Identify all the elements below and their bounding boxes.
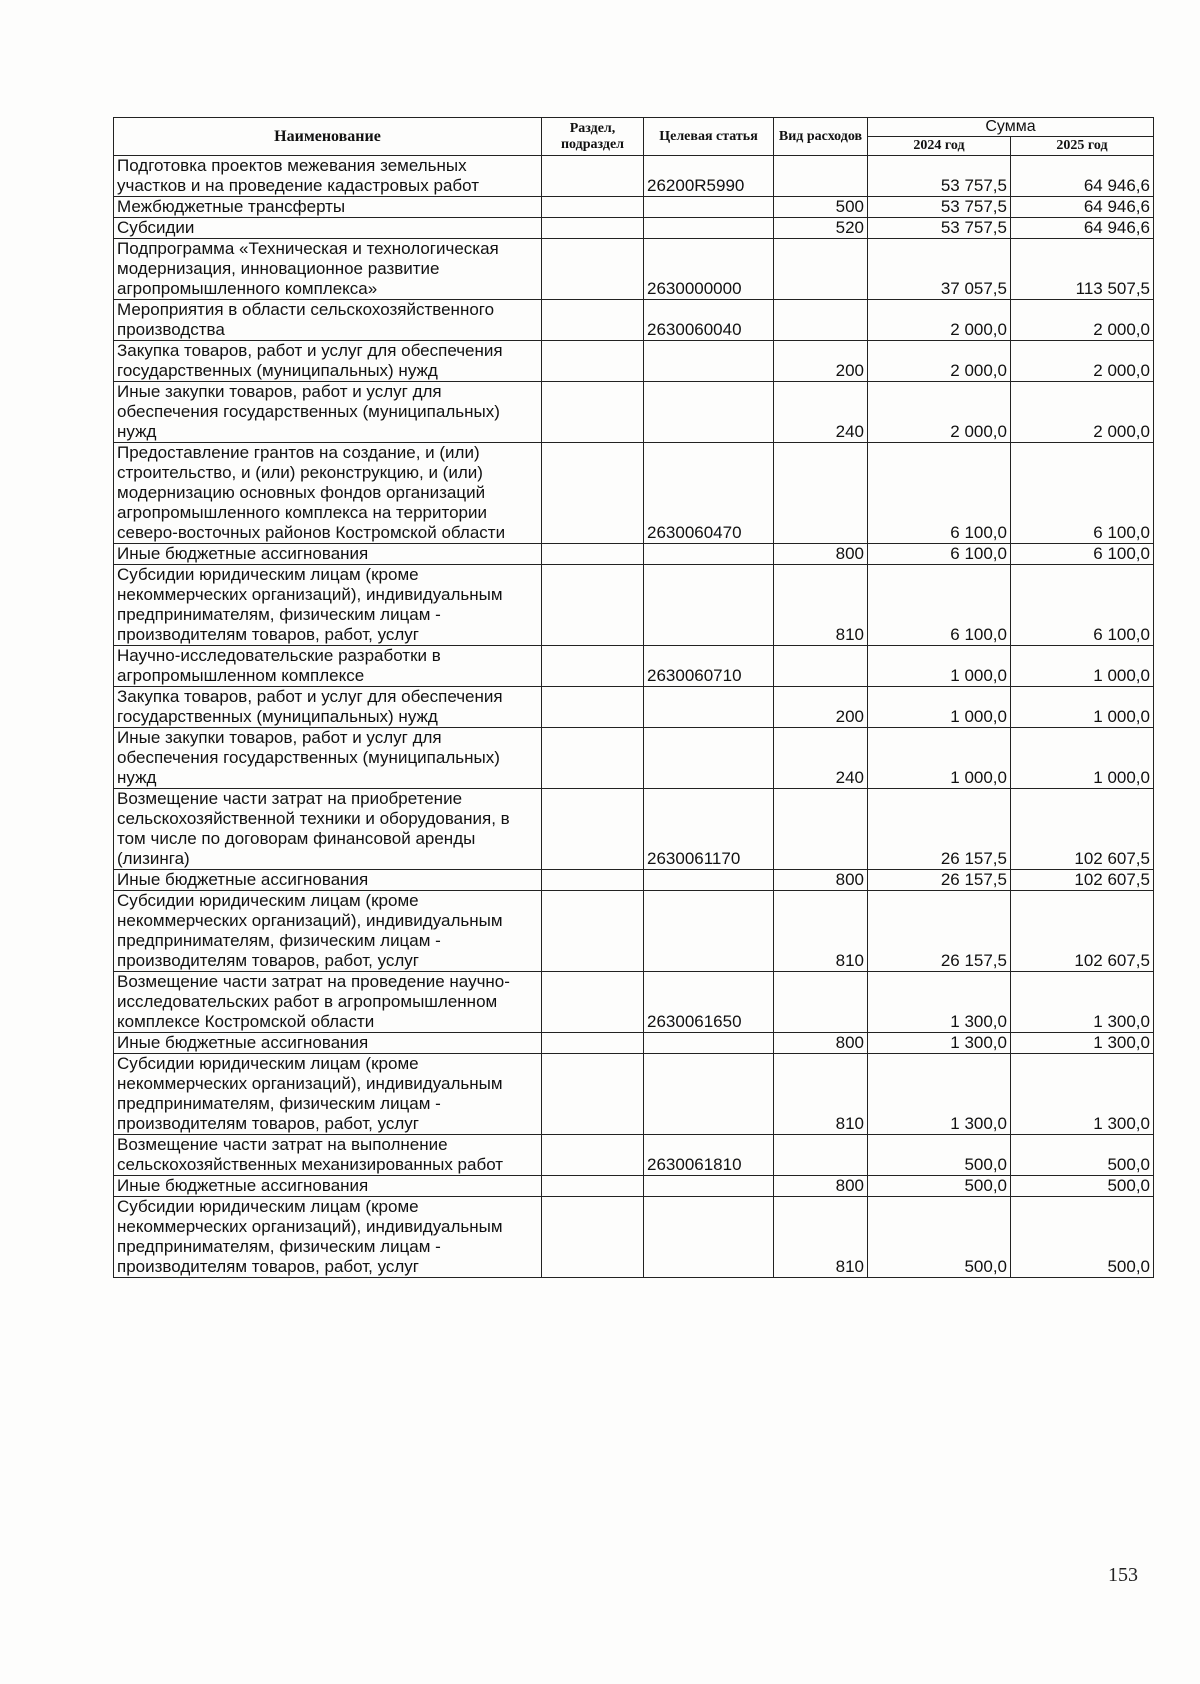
header-summa: Сумма (868, 118, 1154, 137)
cell-2024: 1 300,0 (868, 1054, 1011, 1135)
cell-code: 26200R5990 (644, 156, 774, 197)
cell-razdel (542, 789, 644, 870)
table-row (114, 300, 1154, 341)
header-razdel: Раздел, подраздел (542, 118, 644, 156)
cell-razdel (542, 1054, 644, 1135)
cell-2025: 1 300,0 (1011, 1033, 1154, 1054)
cell-vid (774, 239, 868, 300)
cell-2024: 26 157,5 (868, 789, 1011, 870)
cell-2025: 102 607,5 (1011, 870, 1154, 891)
cell-vid (774, 300, 868, 341)
cell-vid: 200 (774, 341, 868, 382)
cell-2024: 1 300,0 (868, 972, 1011, 1033)
cell-2025: 500,0 (1011, 1135, 1154, 1176)
cell-2024: 53 757,5 (868, 218, 1011, 239)
cell-code: 2630060710 (644, 646, 774, 687)
cell-razdel (542, 1197, 644, 1278)
cell-razdel (542, 544, 644, 565)
table-row (114, 544, 1154, 565)
cell-name: Субсидии (114, 218, 542, 239)
cell-code (644, 197, 774, 218)
header-vid: Вид расходов (774, 118, 868, 156)
cell-vid: 240 (774, 728, 868, 789)
cell-2025: 500,0 (1011, 1197, 1154, 1278)
cell-name: Иные закупки товаров, работ и услуг для обеспечения государственных (муниципальных) нужд (114, 728, 542, 789)
cell-2025: 1 000,0 (1011, 728, 1154, 789)
table-row (114, 1176, 1154, 1197)
cell-2025: 113 507,5 (1011, 239, 1154, 300)
table-row (114, 1054, 1154, 1135)
cell-razdel (542, 972, 644, 1033)
cell-2024: 500,0 (868, 1176, 1011, 1197)
cell-razdel (542, 565, 644, 646)
table-row (114, 443, 1154, 544)
table-row (114, 1033, 1154, 1054)
table-row (114, 972, 1154, 1033)
header-tselevaya: Целевая статья (644, 118, 774, 156)
cell-2024: 1 300,0 (868, 1033, 1011, 1054)
table-row (114, 1197, 1154, 1278)
cell-2025: 2 000,0 (1011, 382, 1154, 443)
header-year-2024: 2024 год (868, 137, 1011, 156)
cell-code (644, 1197, 774, 1278)
cell-name: Возмещение части затрат на выполнение сельскохозяйственных механизированных работ (114, 1135, 542, 1176)
cell-code (644, 341, 774, 382)
cell-2025: 6 100,0 (1011, 565, 1154, 646)
table-row (114, 891, 1154, 972)
cell-name: Иные бюджетные ассигнования (114, 1176, 542, 1197)
table-row (114, 728, 1154, 789)
budget-table (113, 117, 1154, 1278)
cell-vid: 500 (774, 197, 868, 218)
table-row (114, 239, 1154, 300)
header-year-2025: 2025 год (1011, 137, 1154, 156)
cell-name: Предоставление грантов на создание, и (или) строительство, и (или) реконструкцию, и (или) модернизацию основных фондов организаций агропромышленного комплекса на территории северо-восточных районов Костромской области (114, 443, 542, 544)
cell-vid: 240 (774, 382, 868, 443)
cell-code (644, 544, 774, 565)
cell-vid (774, 1135, 868, 1176)
cell-name: Иные бюджетные ассигнования (114, 1033, 542, 1054)
cell-code (644, 382, 774, 443)
cell-code: 2630000000 (644, 239, 774, 300)
cell-2025: 6 100,0 (1011, 544, 1154, 565)
table-row (114, 197, 1154, 218)
cell-name: Подпрограмма «Техническая и технологическая модернизация, инновационное развитие агропромышленного комплекса» (114, 239, 542, 300)
table-row (114, 646, 1154, 687)
cell-razdel (542, 1176, 644, 1197)
cell-2025: 1 000,0 (1011, 646, 1154, 687)
cell-razdel (542, 1135, 644, 1176)
cell-code: 2630061810 (644, 1135, 774, 1176)
cell-2025: 102 607,5 (1011, 789, 1154, 870)
cell-name: Субсидии юридическим лицам (кроме некоммерческих организаций), индивидуальным предпринимателям, физическим лицам - производителям товаров, работ, услуг (114, 1054, 542, 1135)
cell-2025: 2 000,0 (1011, 300, 1154, 341)
cell-name: Возмещение части затрат на приобретение сельскохозяйственной техники и оборудования, в том числе по договорам финансовой аренды (лизинга) (114, 789, 542, 870)
table-row (114, 687, 1154, 728)
cell-razdel (542, 891, 644, 972)
cell-code: 2630060040 (644, 300, 774, 341)
cell-code (644, 1033, 774, 1054)
cell-razdel (542, 239, 644, 300)
cell-2025: 1 300,0 (1011, 972, 1154, 1033)
cell-vid: 800 (774, 544, 868, 565)
cell-vid: 810 (774, 1197, 868, 1278)
cell-vid (774, 443, 868, 544)
table-row (114, 870, 1154, 891)
page-number: 153 (1108, 1564, 1138, 1586)
cell-name: Закупка товаров, работ и услуг для обеспечения государственных (муниципальных) нужд (114, 687, 542, 728)
cell-2024: 6 100,0 (868, 544, 1011, 565)
cell-razdel (542, 646, 644, 687)
cell-vid (774, 789, 868, 870)
cell-razdel (542, 341, 644, 382)
cell-2025: 2 000,0 (1011, 341, 1154, 382)
cell-2025: 500,0 (1011, 1176, 1154, 1197)
cell-code (644, 687, 774, 728)
cell-vid: 200 (774, 687, 868, 728)
table-body (114, 156, 1154, 1278)
cell-2024: 26 157,5 (868, 891, 1011, 972)
cell-vid: 810 (774, 1054, 868, 1135)
cell-razdel (542, 156, 644, 197)
cell-2024: 53 757,5 (868, 156, 1011, 197)
table-header (114, 118, 1154, 156)
table-row (114, 341, 1154, 382)
cell-code: 2630060470 (644, 443, 774, 544)
cell-name: Иные бюджетные ассигнования (114, 870, 542, 891)
header-name: Наименование (114, 118, 542, 156)
cell-2024: 53 757,5 (868, 197, 1011, 218)
cell-name: Подготовка проектов межевания земельных участков и на проведение кадастровых работ (114, 156, 542, 197)
cell-2024: 37 057,5 (868, 239, 1011, 300)
cell-code (644, 728, 774, 789)
cell-vid (774, 156, 868, 197)
table-row (114, 789, 1154, 870)
cell-code (644, 1054, 774, 1135)
cell-2024: 500,0 (868, 1135, 1011, 1176)
cell-name: Закупка товаров, работ и услуг для обеспечения государственных (муниципальных) нужд (114, 341, 542, 382)
cell-razdel (542, 382, 644, 443)
table-row (114, 565, 1154, 646)
cell-code (644, 891, 774, 972)
cell-2025: 6 100,0 (1011, 443, 1154, 544)
cell-name: Возмещение части затрат на проведение научно-исследовательских работ в агропромышленном комплексе Костромской области (114, 972, 542, 1033)
cell-2024: 500,0 (868, 1197, 1011, 1278)
cell-2024: 6 100,0 (868, 443, 1011, 544)
cell-2024: 2 000,0 (868, 341, 1011, 382)
cell-name: Субсидии юридическим лицам (кроме некоммерческих организаций), индивидуальным предпринимателям, физическим лицам - производителям товаров, работ, услуг (114, 1197, 542, 1278)
cell-name: Научно-исследовательские разработки в агропромышленном комплексе (114, 646, 542, 687)
table-row (114, 156, 1154, 197)
cell-code (644, 565, 774, 646)
cell-2025: 64 946,6 (1011, 156, 1154, 197)
cell-vid: 810 (774, 891, 868, 972)
cell-2024: 1 000,0 (868, 646, 1011, 687)
cell-2024: 2 000,0 (868, 382, 1011, 443)
cell-vid: 800 (774, 870, 868, 891)
cell-code (644, 218, 774, 239)
cell-2024: 2 000,0 (868, 300, 1011, 341)
cell-name: Иные бюджетные ассигнования (114, 544, 542, 565)
table-row (114, 382, 1154, 443)
cell-2024: 1 000,0 (868, 728, 1011, 789)
cell-vid: 800 (774, 1033, 868, 1054)
cell-2025: 1 300,0 (1011, 1054, 1154, 1135)
cell-code: 2630061650 (644, 972, 774, 1033)
cell-name: Межбюджетные трансферты (114, 197, 542, 218)
cell-2024: 26 157,5 (868, 870, 1011, 891)
cell-razdel (542, 1033, 644, 1054)
cell-code (644, 870, 774, 891)
cell-name: Субсидии юридическим лицам (кроме некоммерческих организаций), индивидуальным предпринимателям, физическим лицам - производителям товаров, работ, услуг (114, 565, 542, 646)
cell-2024: 1 000,0 (868, 687, 1011, 728)
cell-2025: 1 000,0 (1011, 687, 1154, 728)
table-row (114, 218, 1154, 239)
cell-name: Мероприятия в области сельскохозяйственного производства (114, 300, 542, 341)
cell-2025: 64 946,6 (1011, 197, 1154, 218)
cell-razdel (542, 728, 644, 789)
cell-razdel (542, 218, 644, 239)
table-row (114, 1135, 1154, 1176)
cell-razdel (542, 443, 644, 544)
cell-vid (774, 646, 868, 687)
cell-2025: 64 946,6 (1011, 218, 1154, 239)
cell-name: Иные закупки товаров, работ и услуг для обеспечения государственных (муниципальных) нужд (114, 382, 542, 443)
cell-code: 2630061170 (644, 789, 774, 870)
cell-razdel (542, 870, 644, 891)
cell-2024: 6 100,0 (868, 565, 1011, 646)
cell-razdel (542, 197, 644, 218)
cell-razdel (542, 687, 644, 728)
cell-2025: 102 607,5 (1011, 891, 1154, 972)
cell-vid (774, 972, 868, 1033)
cell-vid: 520 (774, 218, 868, 239)
cell-vid: 810 (774, 565, 868, 646)
cell-code (644, 1176, 774, 1197)
cell-name: Субсидии юридическим лицам (кроме некоммерческих организаций), индивидуальным предпринимателям, физическим лицам - производителям товаров, работ, услуг (114, 891, 542, 972)
cell-vid: 800 (774, 1176, 868, 1197)
cell-razdel (542, 300, 644, 341)
